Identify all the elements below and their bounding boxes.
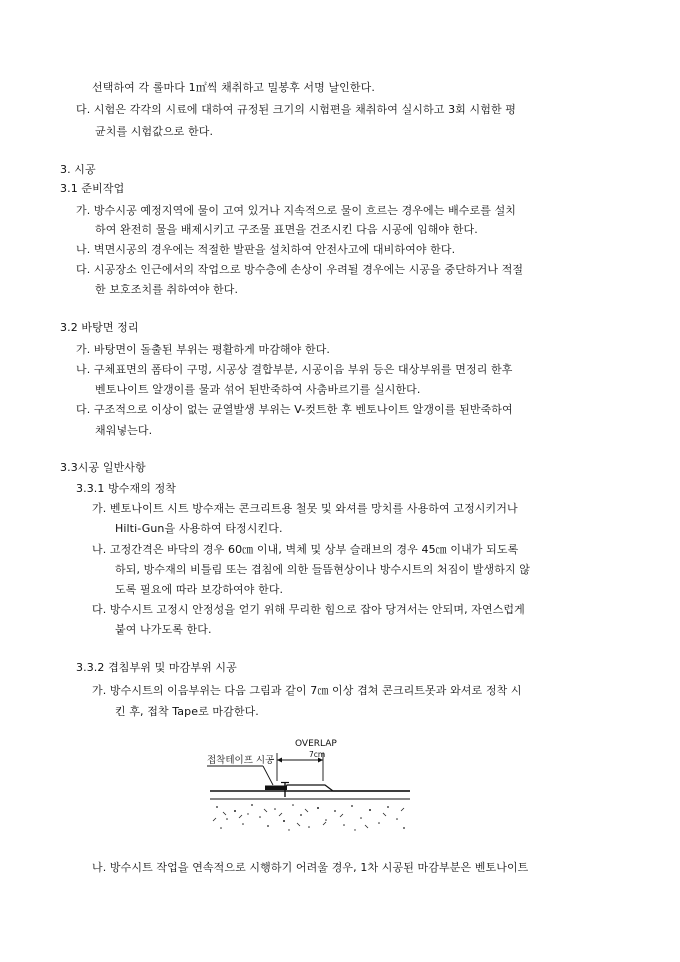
text-line: 벤토나이트 알갱이를 물과 섞어 된반죽하여 사춤바르기를 실시한다. — [95, 383, 421, 396]
section-heading: 3. 시공 — [60, 163, 96, 176]
concrete-texture — [216, 804, 405, 831]
subsection-heading: 3.3시공 일반사항 — [60, 461, 146, 474]
text-line: 가. 방수시공 예정지역에 물이 고여 있거나 지속적으로 물이 흐르는 경우에는 배수로를 설치 — [76, 204, 517, 217]
text-line: 도록 필요에 따라 보강하여야 한다. — [115, 583, 284, 596]
text-line: 가. 바탕면이 돌출된 부위는 평활하게 마감해야 한다. — [76, 343, 331, 356]
text-line: 하되, 방수재의 비틀림 또는 겹침에 의한 들뜸현상이나 방수시트의 처짐이 발생하지 않 — [115, 563, 530, 576]
text-line: 가. 벤토나이트 시트 방수재는 콘크리트용 철못 및 와셔를 망치를 사용하여 고정시키거나 — [92, 502, 518, 515]
subsubsection-heading: 3.3.2 겹침부위 및 마감부위 시공 — [76, 661, 237, 674]
text-line: 한 보호조치를 취하여야 한다. — [95, 283, 239, 296]
text-line: 균치를 시험값으로 한다. — [95, 125, 214, 138]
text-line: 다. 시공장소 인근에서의 작업으로 방수층에 손상이 우려될 경우에는 시공을 중단하거나 적절 — [76, 263, 524, 276]
concrete-hatch — [213, 808, 404, 828]
text-line: 나. 고정간격은 바닥의 경우 60㎝ 이내, 벽체 및 상부 슬래브의 경우 45㎝ 이내가 되도록 — [92, 543, 519, 556]
overlap-diagram — [205, 733, 410, 833]
text-line: Hilti-Gun을 사용하여 타정시킨다. — [115, 522, 283, 535]
subsubsection-heading: 3.3.1 방수재의 정착 — [76, 482, 177, 495]
overlap-diagram-svg — [205, 733, 410, 833]
overlap-width-label: 7cm — [309, 750, 326, 759]
text-line: 다. 구조적으로 이상이 없는 균열발생 부위는 V-컷트한 후 벤토나이트 알갱이를 된반죽하여 — [76, 403, 513, 416]
adhesive-tape — [265, 786, 287, 791]
tape-leader-line — [263, 766, 273, 785]
subsection-heading: 3.2 바탕면 정리 — [60, 321, 139, 334]
subsection-heading: 3.1 준비작업 — [60, 182, 125, 195]
text-line: 킨 후, 접착 Tape로 마감한다. — [115, 705, 259, 718]
text-line: 다. 시험은 각각의 시료에 대하여 규정된 크기의 시험편을 채취하여 실시하고 3회 시험한 평 — [76, 103, 516, 116]
text-line: 나. 구체표면의 폼타이 구멍, 시공상 결합부분, 시공이음 부위 등은 대상부위를 면정리 한후 — [76, 363, 513, 376]
text-line: 다. 방수시트 고정시 안정성을 얻기 위해 무리한 힘으로 잡아 당겨서는 안되며, 자연스럽게 — [92, 603, 525, 616]
text-line: 나. 벽면시공의 경우에는 적절한 발판을 설치하여 안전사고에 대비하여야 한다. — [76, 243, 456, 256]
tape-label: 접착테이프 시공 — [207, 755, 275, 766]
text-line: 가. 방수시트의 이음부위는 다음 그림과 같이 7㎝ 이상 겹쳐 콘크리트못과 와셔로 정착 시 — [92, 684, 522, 697]
text-line: 채워넣는다. — [95, 424, 153, 437]
text-line: 나. 방수시트 작업을 연속적으로 시행하기 어려울 경우, 1차 시공된 마감부분은 벤토나이트 — [92, 861, 529, 874]
overlap-label: OVERLAP — [295, 739, 337, 749]
text-line: 하여 완전히 물을 배제시키고 구조물 표면을 건조시킨 다음 시공에 임해야 한다. — [95, 223, 478, 236]
text-line: 선택하여 각 롤마다 1㎡씩 채취하고 밀봉후 서명 날인한다. — [92, 81, 375, 94]
text-line: 붙여 나가도록 한다. — [115, 623, 212, 636]
